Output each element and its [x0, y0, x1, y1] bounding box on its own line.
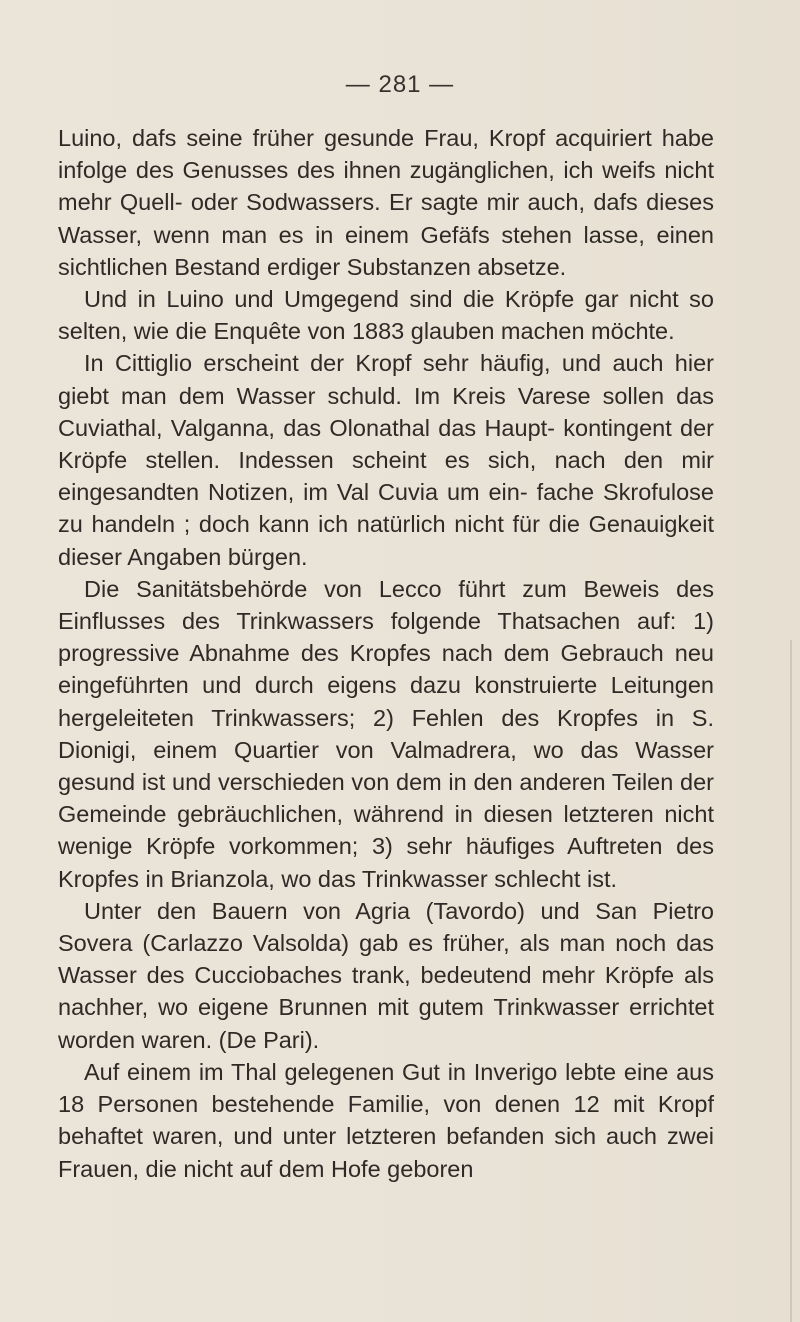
paragraph-3: In Cittiglio erscheint der Kropf sehr häufig, und auch hier giebt man dem Wasser schuld. Im Kreis Varese sollen das Cuviathal, Valganna, das Olonathal das Haupt- kontingent der Kröpfe stellen. Indessen scheint es sich, nach den mir eingesandten Notizen, im Val Cuvia um ein- fache Skrofulose zu handeln ; doch kann ich natürlich nicht für die Genauigkeit dieser Angaben bürgen. — [58, 350, 714, 570]
page-edge-shadow — [790, 640, 792, 1322]
body-text — [58, 122, 714, 1185]
paragraph-1: Luino, dafs seine früher gesunde Frau, Kropf acquiriert habe infolge des Genusses des ihnen zugänglichen, ich weifs nicht mehr Quell- oder Sodwassers. Er sagte mir auch, dafs dieses Wasser, wenn man es in einem Gefäfs stehen lasse, einen sichtlichen Bestand erdiger Substanzen absetze. — [58, 125, 714, 280]
paragraph-6: Auf einem im Thal gelegenen Gut in Inverigo lebte eine aus 18 Personen bestehende Familie, von denen 12 mit Kropf behaftet waren, und unter letzteren befanden sich auch zwei Frauen, die nicht auf dem Hofe geboren — [58, 1058, 714, 1182]
paragraph-4: Die Sanitätsbehörde von Lecco führt zum Beweis des Einflusses des Trinkwassers folgende Thatsachen auf: 1) progressive Abnahme des Kropfes nach dem Gebrauch neu eingeführten und durch eigens dazu konstruierte Leitungen hergeleiteten Trinkwassers; 2) Fehlen des Kropfes in S. Dionigi, einem Quartier von Valmadrera, wo das Wasser gesund ist und verschieden von dem in den anderen Teilen der Gemeinde gebräuchlichen, während in diesen letzteren nicht wenige Kröpfe vorkommen; 3) sehr häufiges Auftreten des Kropfes in Brianzola, wo das Trinkwasser schlecht ist. — [58, 575, 714, 892]
paragraph-2: Und in Luino und Umgegend sind die Kröpfe gar nicht so selten, wie die Enquête von 1883 glauben machen möchte. — [58, 286, 714, 345]
paragraph-5: Unter den Bauern von Agria (Tavordo) und San Pietro Sovera (Carlazzo Valsolda) gab es früher, als man noch das Wasser des Cucciobaches trank, bedeutend mehr Kröpfe als nachher, wo eigene Brunnen mit gutem Trinkwasser errichtet worden waren. (De Pari). — [58, 897, 714, 1053]
page-number: — 281 — — [345, 71, 455, 98]
